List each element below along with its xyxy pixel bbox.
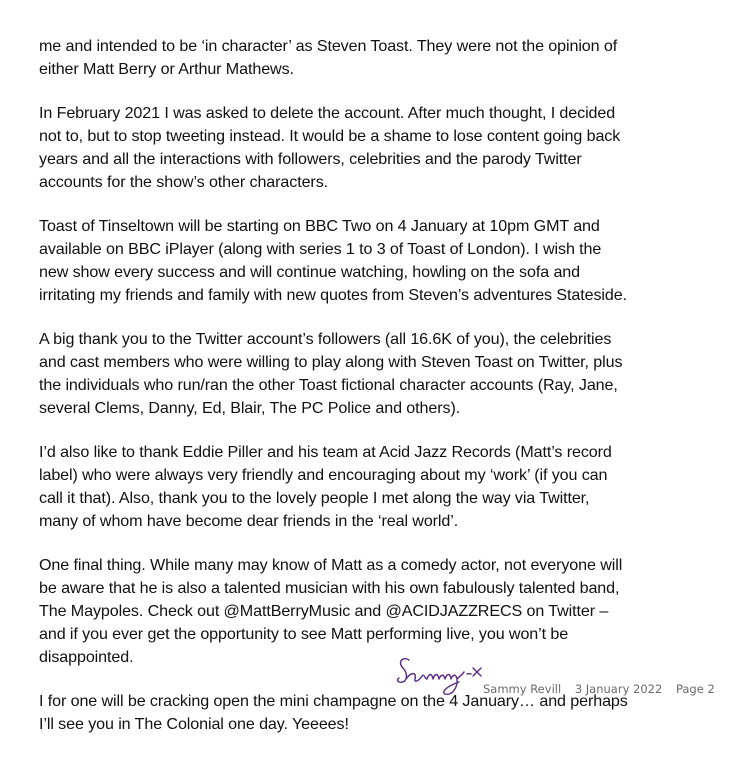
footer-date: 3 January 2022 bbox=[574, 682, 663, 696]
letter-body bbox=[39, 35, 729, 757]
footer-author: Sammy Revill bbox=[483, 682, 562, 696]
paragraph-1: me and intended to be ‘in character’ as Steven Toast. They were not the opinion of either Matt Berry or Arthur Mathews. bbox=[39, 37, 618, 78]
paragraph-2: In February 2021 I was asked to delete the account. After much thought, I decided not to, but to stop tweeting instead. It would be a shame to lose content going back years and all the interactions with followers, celebrities and the parody Twitter accounts for the show’s other characters. bbox=[39, 104, 621, 191]
paragraph-4: A big thank you to the Twitter account’s followers (all 16.6K of you), the celebrities and cast members who were willing to play along with Steven Toast on Twitter, plus the individuals who run/ran the other Toast fictional character accounts (Ray, Jane, several Clems, Danny, Ed, Blair, The PC Police and others). bbox=[39, 330, 623, 417]
paragraph-6: One final thing. While many may know of Matt as a comedy actor, not everyone will be aware that he is also a talented musician with his own fabulously talented band, The Maypoles. Check out @MattBerryMusic and @ACIDJAZZRECS on Twitter – and if you ever get the opportunity to see Matt performing live, you won’t be disappointed. bbox=[39, 556, 623, 666]
paragraph-7: I for one will be cracking open the mini champagne on the 4 January… and perhaps I’ll see you in The Colonial one day. Yeeees! bbox=[39, 692, 628, 733]
handwritten-signature bbox=[395, 652, 495, 700]
paragraph-5: I’d also like to thank Eddie Piller and his team at Acid Jazz Records (Matt’s record label) who were always very friendly and encouraging about my ‘work’ (if you can call it that). Also, thank you to the lovely people I met along the way via Twitter, many of whom have become dear friends in the ‘real world’. bbox=[39, 443, 612, 530]
footer-page-number: Page 2 bbox=[675, 682, 715, 696]
paragraph-3: Toast of Tinseltown will be starting on BBC Two on 4 January at 10pm GMT and available on BBC iPlayer (along with series 1 to 3 of Toast of London). I wish the new show every success and will continue watching, howling on the sofa and irritating my friends and family with new quotes from Steven’s adventures Stateside. bbox=[39, 217, 627, 304]
page-footer bbox=[483, 682, 715, 696]
